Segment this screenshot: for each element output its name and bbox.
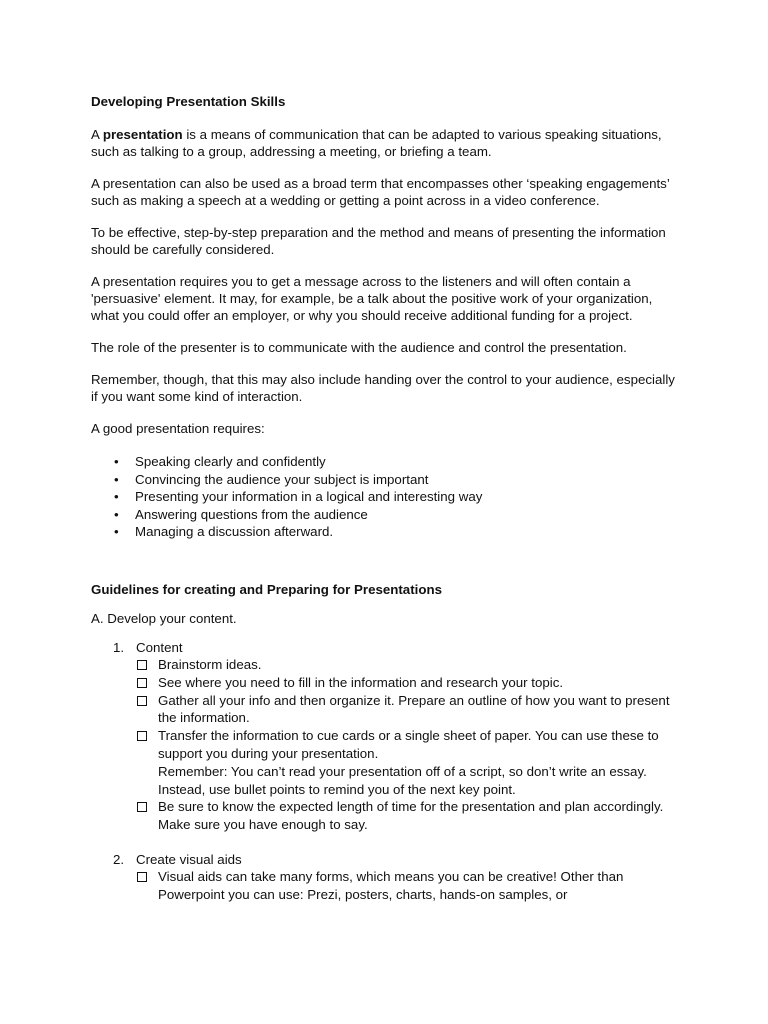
requirements-list — [91, 453, 681, 541]
numbered-item-visual-aids — [91, 851, 681, 868]
list-item — [91, 488, 681, 506]
checklist-text: Gather all your info and then organize it. Prepare an outline of how you want to present the information. — [158, 692, 670, 726]
list-item — [91, 523, 681, 541]
bullet-icon: • — [114, 489, 119, 505]
list-item — [91, 471, 681, 489]
checkbox-icon — [137, 872, 147, 882]
paragraph-broad-term: A presentation can also be used as a broad term that encompasses other ‘speaking engagements’ such as making a speech at a wedding or getting a point across in a video conference. — [91, 176, 670, 208]
paragraph-message: A presentation requires you to get a message across to the listeners and will often contain a 'persuasive' element. It may, for example, be a talk about the positive work of your organization, what you could offer an employer, or why you should receive additional funding for a project. — [91, 274, 653, 323]
checklist-item — [91, 656, 681, 674]
list-item-text: Speaking clearly and confidently — [135, 454, 326, 469]
checklist-text: See where you need to fill in the information and research your topic. — [158, 674, 564, 690]
paragraph-requires: A good presentation requires: — [91, 421, 265, 436]
list-item — [91, 453, 681, 471]
paragraph-role: The role of the presenter is to communicate with the audience and control the presentation. — [91, 340, 627, 355]
section-a-heading: A. Develop your content. — [91, 610, 237, 626]
document-page — [91, 93, 681, 904]
checklist-text: Brainstorm ideas. — [158, 656, 262, 672]
list-item — [91, 506, 681, 524]
checkbox-icon — [137, 802, 147, 812]
checklist-text: Transfer the information to cue cards or a single sheet of paper. You can use these to support you during your presentation. — [158, 728, 659, 761]
spacer — [91, 834, 681, 851]
intro-paragraph — [91, 126, 681, 160]
checklist-item — [91, 727, 681, 798]
paragraph-remember: Remember, though, that this may also include handing over the control to your audience, especially if you want some kind of interaction. — [91, 372, 675, 404]
list-item-text: Presenting your information in a logical and interesting way — [135, 489, 483, 505]
checklist-text: Visual aids can take many forms, which means you can be creative! Other than Powerpoint you can use: Prezi, posters, charts, hands-on samples, or — [158, 868, 624, 902]
list-item-text: Answering questions from the audience — [135, 506, 368, 522]
list-item-text: Managing a discussion afterward. — [135, 524, 334, 540]
item-number: 1. — [113, 639, 125, 655]
checklist-item — [91, 868, 681, 904]
intro-prefix: A — [91, 127, 103, 142]
bullet-icon: • — [114, 454, 119, 469]
paragraph-effective: To be effective, step-by-step preparation and the method and means of presenting the information should be carefully considered. — [91, 225, 666, 257]
checkbox-icon — [137, 660, 147, 670]
list-item-text: Convincing the audience your subject is important — [135, 471, 429, 487]
intro-bold-term: presentation — [102, 127, 183, 142]
remember-note: Remember: You can’t read your presentation off of a script, so don’t write an essay. Instead, use bullet points to remind you of the next key point. — [158, 763, 647, 797]
bullet-icon: • — [114, 506, 119, 522]
item-label: Content — [136, 639, 183, 655]
checkbox-icon — [137, 678, 147, 688]
visual-aids-checklist — [91, 868, 681, 904]
document-title: Developing Presentation Skills — [91, 94, 286, 109]
guidelines-heading: Guidelines for creating and Preparing for Presentations — [91, 581, 442, 597]
checkbox-icon — [137, 731, 147, 741]
item-label: Create visual aids — [136, 851, 242, 867]
checklist-item — [91, 674, 681, 692]
content-checklist — [91, 656, 681, 834]
checklist-item — [91, 692, 681, 728]
numbered-item-content — [91, 639, 681, 656]
checklist-item — [91, 798, 681, 834]
checkbox-icon — [137, 696, 147, 706]
checklist-text: Be sure to know the expected length of time for the presentation and plan accordingly. Make sure you have enough to say. — [158, 799, 664, 833]
bullet-icon: • — [114, 471, 119, 487]
bullet-icon: • — [114, 524, 119, 540]
item-number: 2. — [113, 851, 125, 867]
intro-rest: is a means of communication that can be adapted to various speaking situations, such as talking to a group, addressing a meeting, or briefing a team. — [91, 127, 662, 159]
